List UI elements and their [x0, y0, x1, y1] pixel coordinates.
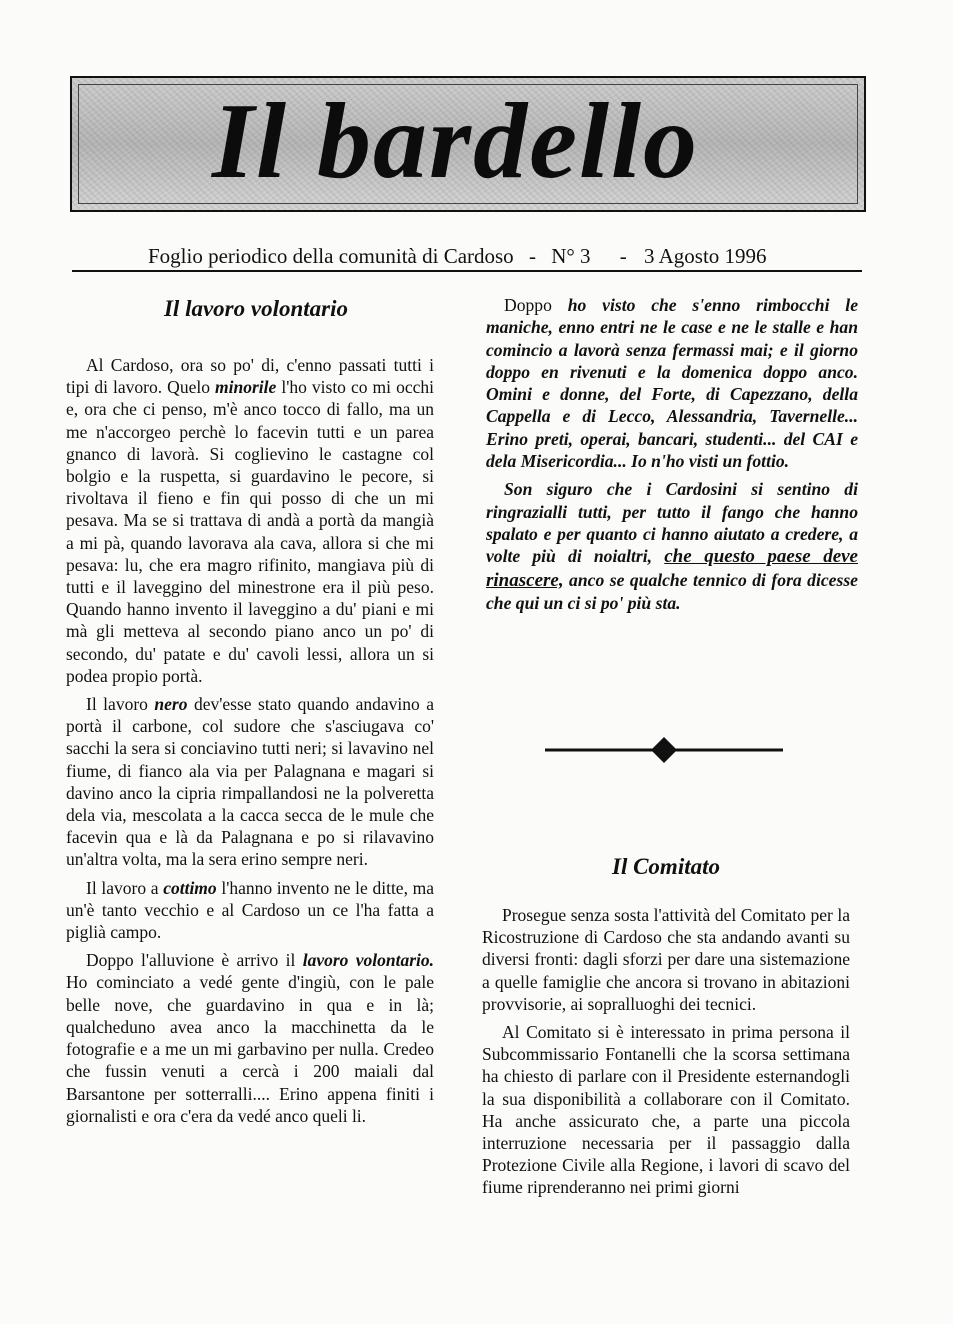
emphasis: ho visto che s'enno rimbocchi le maniche, enno entri ne le case e ne le stalle e han comincio a lavorà senza fermassi mai; e il giorno doppo en rivenuti e la domenica doppo anco. Omini e donne, del Forte, di Capezzano, della Cappella e di Lecco, Alessandria, Tavernelle... Erino preti, operai, bancari, studenti... del CAI e dela Misericordia... Io n'ho visti un fottio.	[486, 295, 858, 472]
text-run: l'hanno invento ne le ditte, ma un'è tanto vecchio e al Cardoso un ce l'ha fatta a piglià campo.	[66, 877, 435, 943]
paragraph	[66, 949, 434, 1127]
header-rule	[72, 270, 862, 272]
text-run: l'ho visto co mi occhi e, ora che ci penso, m'è anco tocco di fallo, ma un me n'accorgeo perchè lo facevin tutti e un parea gnanco di lavorà. Si coglievino le castagne col bolgio e la ruspetta, si guardavino le pecore, si rivoltava il fieno e fin qui posso di che un mi pesava. Ma se si trattava di andà a portà da mangià a mi pà, quando lavorava ala cava, allora si che mi pesava: lu, che era magro rifinito, mangiava più di tutti e il laveggino del minestrone era il più peso. Quando hanno invento il laveggino a du' piani e mi mà gli metteva al secondo piano anco un po' di secondo, du' patate e du' cavoli lessi, allora un si podea propio portà.	[66, 377, 434, 686]
masthead-banner	[70, 76, 866, 212]
issue-line	[148, 243, 828, 269]
article-continuation	[486, 294, 858, 620]
masthead-title: Il bardello	[212, 82, 700, 201]
article-lavoro-volontario	[66, 294, 434, 1127]
issue-date: 3 Agosto 1996	[644, 244, 767, 268]
emphasis: nero	[154, 694, 188, 715]
separator: -	[619, 244, 627, 268]
paragraph	[486, 294, 858, 472]
article-title: Il Comitato	[612, 854, 720, 879]
text-run: dev'esse stato quando andavino a portà il carbone, col sudore che s'asciugava co' sacchi la sera si conciavino tutti neri; si lavavino nel fiume, di fianco ala via per Palagnana e magari si davino anco la cipria rimpallandosi ne la polveretta dela via, mescolata a la cacca secca de le mule che facevin qua e là da Palagnana e po si rilavavino un'altra volta, ma la sera erino sempre neri.	[66, 694, 434, 870]
paragraph	[66, 693, 434, 871]
article-comitato	[482, 852, 850, 1199]
emphasis: cottimo	[163, 877, 217, 898]
paragraph	[66, 877, 434, 944]
article-title: Il lavoro volontario	[163, 296, 348, 321]
paragraph: Al Comitato si è interessato in prima persona il Subcommissario Fontanelli che la scorsa settimana ha chiesto di parlare con il Presidente esternandogli la sua disponibilità a collaborare con il Comitato. Ha anche assicurato che, a parte una piccola interruzione necessaria per il passaggio dalla Protezione Civile alla Regione, i lavori di scavo del fiume riprenderanno nei primi giorni	[482, 1022, 850, 1198]
text-run: Doppo l'alluvione è arrivo il	[86, 950, 303, 971]
paragraph	[66, 354, 434, 687]
text-run: Il lavoro a	[86, 877, 164, 898]
text-run: Ho cominciato a vedé gente d'ingiù, con le pale belle nove, che guardavino in qua e in là; qualcheduno avea anco la macchinetta da le fotografie e a me un mi garbavino per nulla. Credeo che fussin venuti a cercà i 200 maiali dal Barsantone per sotterralli.... Erino appena finiti i giornalisti e ora c'era da vedé anco queli li.	[66, 972, 434, 1126]
emphasis: minorile	[215, 377, 277, 398]
text-run: anco se qualche tennico di fora dicesse che qui un ci si po' più sta.	[486, 569, 858, 613]
emphasis: lavoro volontario.	[302, 950, 434, 971]
paragraph: Prosegue senza sosta l'attività del Comitato per la Ricostruzione di Cardoso che sta andando avanti su diversi fronti: dagli sforzi per dare una sistemazione a quelle famiglie che ancora si trovano in abitazioni provvisorie, ai sopralluoghi dei tecnici.	[482, 905, 850, 1014]
publication-name: Foglio periodico della comunità di Cardoso	[148, 244, 514, 268]
issue-number: N° 3	[551, 244, 591, 268]
text-run: Al Cardoso, ora so po' di, c'enno passati tutti i tipi di lavoro. Quelo	[66, 355, 434, 398]
text-run: Son siguro che i Cardosini si sentino di ringrazialli tutti, per tutto il fango che hanno spalato e per quanto ci hanno aiutato a credere, a volte più di noialtri,	[486, 479, 858, 567]
text-run: Doppo	[504, 295, 568, 315]
separator: -	[528, 244, 536, 268]
text-run: Il lavoro	[86, 694, 155, 715]
diamond-ornament-icon	[545, 734, 783, 766]
underlined-text: che questo paese deve rinascere,	[486, 546, 858, 591]
paragraph	[486, 478, 858, 614]
